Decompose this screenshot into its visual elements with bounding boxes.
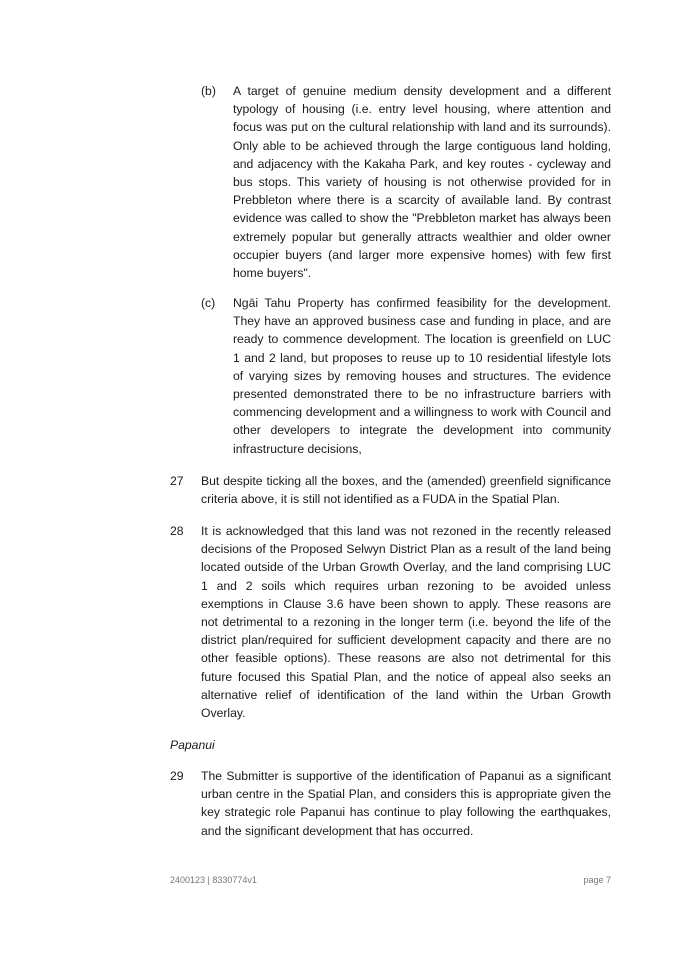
paragraph-line: extremely popular but generally attracts wealthier and older owner (233, 229, 611, 244)
paragraph-line: future focused this Spatial Plan, and the notice of appeal also seeks an (201, 669, 611, 684)
paragraph-line: commencing development and a willingness to work with Council and (233, 405, 611, 420)
item-marker-b: (b) (201, 84, 216, 98)
paragraph-line: occupier buyers (and larger more expensive homes) with few first (233, 247, 611, 262)
paragraph-line: of varying sizes by removing houses and structures. The evidence (233, 368, 611, 383)
paragraph-28 (201, 522, 611, 722)
paragraph-b (233, 82, 611, 282)
paragraph-line: Only able to be achieved through the large contiguous land holding, (233, 138, 611, 153)
paragraph-line: key strategic role Papanui has continue to play following the earthquakes, (201, 805, 611, 820)
paragraph-line: 1 and 2 soils which requires urban rezoning to be avoided unless (201, 578, 611, 593)
paragraph-line: They have an approved business case and funding in place, and are (233, 314, 611, 329)
item-marker-c: (c) (201, 296, 216, 310)
paragraph-line: bus stops. This variety of housing is not otherwise provided for in (233, 175, 611, 190)
paragraph-line: evidence was called to show the "Prebbleton market has always been (233, 211, 611, 226)
paragraph-c (233, 294, 611, 458)
paragraph-line: exemptions in Clause 3.6 have been shown to apply. These reasons are (201, 596, 611, 611)
paragraph-line: It is acknowledged that this land was not rezoned in the recently released (201, 524, 611, 538)
paragraph-line: decisions of the Proposed Selwyn District Plan as a result of the land being (201, 542, 611, 557)
paragraph-line: ready to commence development. The location is greenfield on LUC (233, 332, 611, 347)
paragraph-line: home buyers". (233, 266, 312, 281)
paragraph-line: and adjacency with the Kakaha Park, and key routes - cycleway and (233, 156, 611, 171)
paragraph-line: and the significant development that has occurred. (201, 823, 474, 838)
paragraph-line: urban centre in the Spatial Plan, and considers this is appropriate given the (201, 787, 611, 802)
paragraph-line: Ngāi Tahu Property has confirmed feasibility for the development. (233, 296, 611, 310)
paragraph-line: district plan/required for sufficient development capacity and there are no (201, 633, 611, 648)
paragraph-number-29: 29 (170, 769, 184, 783)
paragraph-number-28: 28 (170, 524, 184, 538)
paragraph-line: presented demonstrated there to be no infrastructure barriers with (233, 387, 611, 402)
paragraph-line: 1 and 2 land, but proposes to reuse up to 10 residential lifestyle lots (233, 350, 611, 365)
paragraph-line: focus was put on the cultural relationship with land and its surrounds). (233, 120, 611, 135)
paragraph-line: A target of genuine medium density development and a different (233, 84, 611, 98)
paragraph-line: criteria above, it is still not identified as a FUDA in the Spatial Plan. (201, 492, 561, 507)
paragraph-line: typology of housing (i.e. entry level housing, where attention and (233, 102, 611, 117)
paragraph-line: infrastructure decisions, (233, 441, 362, 456)
paragraph-line: But despite ticking all the boxes, and the (amended) greenfield significance (201, 474, 611, 488)
paragraph-27 (201, 472, 611, 508)
paragraph-line: alternative relief of identification of the land within the Urban Growth (201, 687, 611, 702)
paragraph-line: not detrimental to a rezoning in the longer term (i.e. beyond the life of the (201, 615, 611, 630)
paragraph-number-27: 27 (170, 474, 184, 488)
paragraph-line: other feasible options). These reasons are also not detrimental for this (201, 651, 611, 666)
paragraph-line: other developers to integrate the development into community (233, 423, 611, 438)
footer-page-number: page 7 (583, 875, 611, 885)
paragraph-line: Prebbleton where there is a scarcity of available land. By contrast (233, 193, 611, 208)
paragraph-line: Overlay. (201, 706, 246, 721)
footer-doc-ref: 2400123 | 8330774v1 (170, 875, 257, 885)
paragraph-29 (201, 767, 611, 840)
section-heading: Papanui (170, 738, 215, 752)
paragraph-line: The Submitter is supportive of the identification of Papanui as a significant (201, 769, 611, 783)
paragraph-line: located outside of the Urban Growth Overlay, and the land comprising LUC (201, 560, 611, 575)
